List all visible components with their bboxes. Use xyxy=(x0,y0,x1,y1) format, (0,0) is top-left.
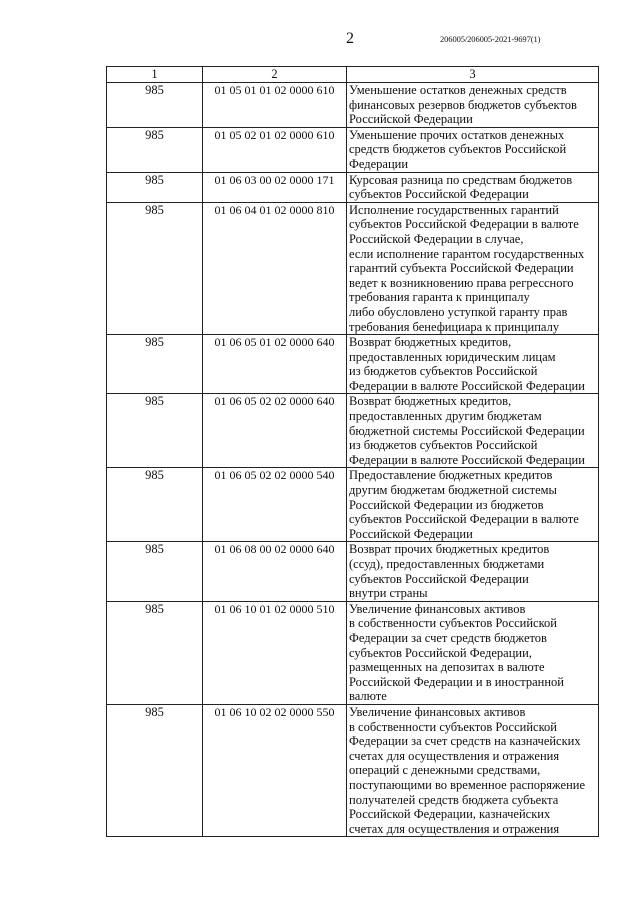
classification-code-cell: 01 06 04 01 02 0000 810 xyxy=(203,202,347,334)
description-line: в собственности субъектов Российской xyxy=(349,616,557,631)
document-id: 206005/206005-2021-9697(1) xyxy=(440,34,541,44)
description-line: счетах для осуществления и отражения xyxy=(349,821,560,836)
table-row xyxy=(107,127,599,172)
description-line: Федерации xyxy=(349,156,409,171)
description-line: в собственности субъектов Российской xyxy=(349,719,557,734)
description-line: поступающими во временное распоряжение xyxy=(349,777,585,792)
description-line: из бюджетов субъектов Российской xyxy=(349,364,538,379)
description-line: Исполнение государственных гарантий xyxy=(349,202,559,217)
description-line: если исполнение гарантом государственных xyxy=(349,246,585,261)
description-line: субъектов Российской Федерации xyxy=(349,187,529,202)
description-line: валюте xyxy=(349,689,387,704)
description-line: бюджетной системы Российской Федерации xyxy=(349,423,585,438)
table-row xyxy=(107,542,599,601)
administrator-code-cell: 985 xyxy=(107,335,203,394)
classification-code-cell: 01 06 10 01 02 0000 510 xyxy=(203,601,347,704)
description-line: получателей средств бюджета субъекта xyxy=(349,792,559,807)
administrator-code-cell: 985 xyxy=(107,83,203,128)
description-cell xyxy=(347,172,599,202)
table-row xyxy=(107,202,599,334)
description-line: Уменьшение остатков денежных средств xyxy=(349,83,567,97)
description-line: требования бенефициара к принципалу xyxy=(349,319,560,334)
description-line: Уменьшение прочих остатков денежных xyxy=(349,127,565,142)
table-body xyxy=(107,83,599,837)
description-line: финансовых резервов бюджетов субъектов xyxy=(349,97,577,112)
description-cell xyxy=(347,601,599,704)
description-line: Курсовая разница по средствам бюджетов xyxy=(349,172,573,187)
description-line: Возврат бюджетных кредитов, xyxy=(349,335,512,350)
description-line: Возврат прочих бюджетных кредитов xyxy=(349,542,550,557)
description-line: из бюджетов субъектов Российской xyxy=(349,438,538,453)
administrator-code-cell: 985 xyxy=(107,202,203,334)
description-line: субъектов Российской Федерации в валюте xyxy=(349,512,579,527)
classification-code-cell: 01 06 05 01 02 0000 640 xyxy=(203,335,347,394)
description-line: субъектов Российской Федерации xyxy=(349,571,529,586)
description-line: Увеличение финансовых активов xyxy=(349,601,526,616)
table-row xyxy=(107,601,599,704)
administrator-code-cell: 985 xyxy=(107,468,203,542)
description-line: либо обусловлено уступкой гаранту прав xyxy=(349,304,568,319)
administrator-code-cell: 985 xyxy=(107,127,203,172)
description-line: Российской Федерации, казначейских xyxy=(349,807,551,822)
table-row xyxy=(107,704,599,836)
classification-code-cell: 01 05 01 01 02 0000 610 xyxy=(203,83,347,128)
description-cell xyxy=(347,83,599,128)
table-row xyxy=(107,468,599,542)
description-line: (ссуд), предоставленных бюджетами xyxy=(349,557,545,571)
description-line: Федерации за счет средств на казначейских xyxy=(349,734,581,749)
description-line: субъектов Российской Федерации, xyxy=(349,645,532,660)
administrator-code-cell: 985 xyxy=(107,542,203,601)
classification-code-cell: 01 05 02 01 02 0000 610 xyxy=(203,127,347,172)
administrator-code-cell: 985 xyxy=(107,394,203,468)
administrator-code-cell: 985 xyxy=(107,704,203,836)
header-col-3: 3 xyxy=(347,67,599,83)
classification-code-cell: 01 06 05 02 02 0000 640 xyxy=(203,394,347,468)
table-row xyxy=(107,172,599,202)
description-line: операций с денежными средствами, xyxy=(349,763,541,778)
table-row xyxy=(107,83,599,128)
description-line: Увеличение финансовых активов xyxy=(349,704,526,719)
classification-code-cell: 01 06 03 00 02 0000 171 xyxy=(203,172,347,202)
description-cell xyxy=(347,202,599,334)
description-line: предоставленных юридическим лицам xyxy=(349,349,556,364)
description-line: другим бюджетам бюджетной системы xyxy=(349,483,557,498)
description-line: требования гаранта к принципалу xyxy=(349,290,530,305)
description-line: Федерации в валюте Российской Федерации xyxy=(349,452,585,467)
table-header xyxy=(107,67,599,83)
classification-code-cell: 01 06 08 00 02 0000 640 xyxy=(203,542,347,601)
description-line: ведет к возникновению права регрессного xyxy=(349,275,574,290)
classification-code-cell: 01 06 05 02 02 0000 540 xyxy=(203,468,347,542)
description-cell xyxy=(347,704,599,836)
description-cell xyxy=(347,468,599,542)
description-line: размещенных на депозитах в валюте xyxy=(349,660,545,675)
description-line: Федерации в валюте Российской Федерации xyxy=(349,378,585,393)
header-row xyxy=(107,67,599,83)
table-row xyxy=(107,335,599,394)
description-line: средств бюджетов субъектов Российской xyxy=(349,142,567,157)
classification-code-cell: 01 06 10 02 02 0000 550 xyxy=(203,704,347,836)
description-line: счетах для осуществления и отражения xyxy=(349,748,560,763)
administrator-code-cell: 985 xyxy=(107,601,203,704)
header-col-2: 2 xyxy=(203,67,347,83)
description-line: Российской Федерации xyxy=(349,112,473,127)
description-line: Российской Федерации в случае, xyxy=(349,231,524,246)
description-line: субъектов Российской Федерации в валюте xyxy=(349,217,579,232)
page-number: 2 xyxy=(346,30,354,47)
description-cell xyxy=(347,127,599,172)
description-line: Возврат бюджетных кредитов, xyxy=(349,394,512,409)
table-row xyxy=(107,394,599,468)
description-cell xyxy=(347,542,599,601)
description-line: гарантий субъекта Российской Федерации xyxy=(349,261,574,276)
description-line: Предоставление бюджетных кредитов xyxy=(349,468,553,483)
budget-classification-table xyxy=(106,66,599,837)
description-line: Российской Федерации и в иностранной xyxy=(349,674,564,689)
administrator-code-cell: 985 xyxy=(107,172,203,202)
description-cell xyxy=(347,394,599,468)
header-col-1: 1 xyxy=(107,67,203,83)
description-line: предоставленных другим бюджетам xyxy=(349,409,542,424)
description-line: Российской Федерации xyxy=(349,526,473,541)
description-line: Российской Федерации из бюджетов xyxy=(349,497,544,512)
description-line: внутри страны xyxy=(349,586,428,601)
description-cell xyxy=(347,335,599,394)
description-line: Федерации за счет средств бюджетов xyxy=(349,630,547,645)
